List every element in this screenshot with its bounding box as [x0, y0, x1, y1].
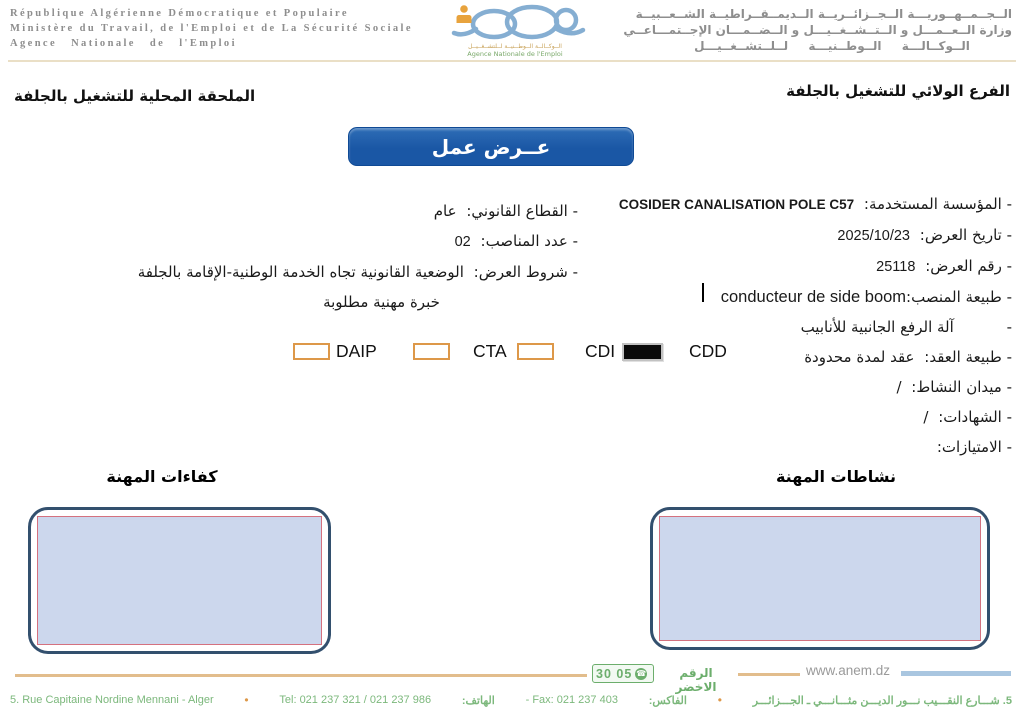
- field-positions-count: - عدد المناصب: 02: [454, 232, 578, 250]
- header-ar-line-1: الــجــمــهــوريـــة الــجــزائــريــة الــديمــقــراطيــة الشــعــبيــة: [635, 7, 1012, 21]
- header-fr-line-2: Ministère du Travail, de l'Emploi et de La Sécurité Sociale: [10, 23, 413, 34]
- green-number-value: 30 05: [596, 666, 633, 681]
- field-benefits: - الامتيازات:: [936, 438, 1012, 456]
- phone-label-arabic: الهاتف:: [461, 694, 495, 707]
- wilaya-branch-title: الفرع الولائي للتشغيل بالجلفة: [786, 82, 1010, 100]
- field-position-title: - طبيعة المنصب:conducteur de side boom: [720, 288, 1012, 306]
- logo-caption-french: Agence Nationale de l'Emploi: [467, 50, 563, 58]
- offer-conditions-value: الوضعية القانونية تجاه الخدمة الوطنية-الإقامة بالجلفة: [137, 263, 464, 281]
- green-number-label: الرقم الاخضر: [675, 666, 717, 694]
- position-desc-value: آلة الرفع الجانبية للأنابيب: [800, 318, 954, 336]
- activities-box: [650, 507, 990, 650]
- activities-input-area[interactable]: [659, 516, 981, 641]
- anem-logo-icon: [440, 2, 590, 42]
- contract-type-row: [0, 340, 1024, 364]
- fax-number: - Fax: 021 237 403: [525, 694, 618, 706]
- field-legal-sector: - القطاع القانوني: عام: [433, 202, 578, 220]
- checkbox-daip[interactable]: [293, 343, 330, 360]
- competencies-input-area[interactable]: [37, 516, 322, 645]
- checkbox-cdd[interactable]: [622, 343, 663, 361]
- checkbox-cta-label: CTA: [473, 341, 507, 361]
- address-french: 5. Rue Capitaine Nordine Mennani - Alger: [10, 694, 214, 706]
- footer-address: [10, 693, 1012, 707]
- website-url: www.anem.dz: [806, 663, 891, 678]
- phone-icon: ☎: [636, 668, 647, 678]
- header-ar-line-3: الــوكــالـــة الــوطــنيـــة لــلــتشــغــيـــل: [694, 39, 970, 53]
- text-cursor: [702, 283, 704, 302]
- green-number-badge: [592, 664, 654, 683]
- header-fr-line-1: République Algérienne Démocratique et Populaire: [10, 8, 349, 19]
- employer-value: COSIDER CANALISATION POLE C57: [618, 197, 855, 212]
- field-offer-date: - تاريخ العرض: 2025/10/23: [837, 226, 1012, 244]
- field-contract-nature: - طبيعة العقد: عقد لمدة محدودة: [804, 348, 1012, 366]
- checkbox-daip-label: DAIP: [336, 341, 377, 361]
- field-employer: - المؤسسة المستخدمة: COSIDER CANALISATION POLE C57: [618, 195, 1012, 213]
- fax-label-arabic: الفاكس:: [648, 694, 687, 707]
- header-fr-line-3: Agence Nationale de l'Emploi: [10, 38, 237, 49]
- logo-caption-arabic: الــوكــالــة الــوطــنيــة لــلتشــغــيــل: [468, 43, 562, 50]
- republic-header-arabic: [592, 6, 1012, 54]
- header-ar-line-2: وزارة الــعــمـــل و الــتــشــغــيـــل و الــضــمـــان الإجــتمـــاعــي: [623, 23, 1012, 37]
- field-activity-domain: - ميدان النشاط: /: [896, 378, 1012, 396]
- offer-date-value: 2025/10/23: [837, 228, 910, 244]
- republic-header-french: [10, 6, 450, 51]
- certificates-value: /: [923, 408, 929, 426]
- local-annex-title: الملحقة المحلية للتشغيل بالجلفة: [14, 87, 256, 105]
- checkbox-cdi[interactable]: [517, 343, 554, 360]
- job-offer-banner: [348, 127, 634, 166]
- bullet-icon: •: [244, 693, 249, 707]
- experience-note-value: خبرة مهنية مطلوبة: [323, 293, 440, 311]
- footer-line-right: [901, 671, 1011, 676]
- bullet-icon: •: [717, 693, 722, 707]
- page-title: عــرض عمل: [431, 134, 551, 159]
- legal-sector-value: عام: [433, 202, 457, 220]
- position-title-input[interactable]: conducteur de side boom: [720, 288, 907, 306]
- offer-conditions-column: [30, 196, 578, 317]
- positions-count-value: 02: [454, 234, 471, 250]
- contract-nature-value: عقد لمدة محدودة: [804, 348, 915, 366]
- field-offer-conditions: - شروط العرض: الوضعية القانونية تجاه الخدمة الوطنية-الإقامة بالجلفة: [137, 263, 578, 281]
- header-separator-line: [8, 60, 1016, 62]
- field-position-desc: - آلة الرفع الجانبية للأنابيب: [800, 318, 1012, 336]
- field-certificates: - الشهادات: /: [923, 408, 1012, 426]
- address-arabic: 5. شـــارع النقـــيب نـــور الديـــن مثـــانـــي ـ الجـــزائـــر: [752, 694, 1012, 707]
- checkbox-cta[interactable]: [413, 343, 450, 360]
- footer-line-middle: [738, 673, 800, 676]
- field-offer-number: - رقم العرض: 25118: [876, 257, 1012, 275]
- field-experience-note: [30, 287, 578, 317]
- competencies-section-title: كفاءات المهنة: [106, 467, 218, 486]
- anem-logo: [440, 2, 590, 58]
- offer-number-value: 25118: [876, 259, 916, 275]
- checkbox-cdd-label: CDD: [689, 341, 727, 361]
- footer-line-left: [15, 674, 587, 677]
- checkbox-cdi-label: CDI: [585, 341, 616, 361]
- offer-details-column: [560, 189, 1012, 462]
- activities-section-title: نشاطات المهنة: [775, 467, 897, 486]
- competencies-box: [28, 507, 331, 654]
- activity-domain-value: /: [896, 378, 902, 396]
- phone-numbers: Tel: 021 237 321 / 021 237 986: [279, 694, 432, 706]
